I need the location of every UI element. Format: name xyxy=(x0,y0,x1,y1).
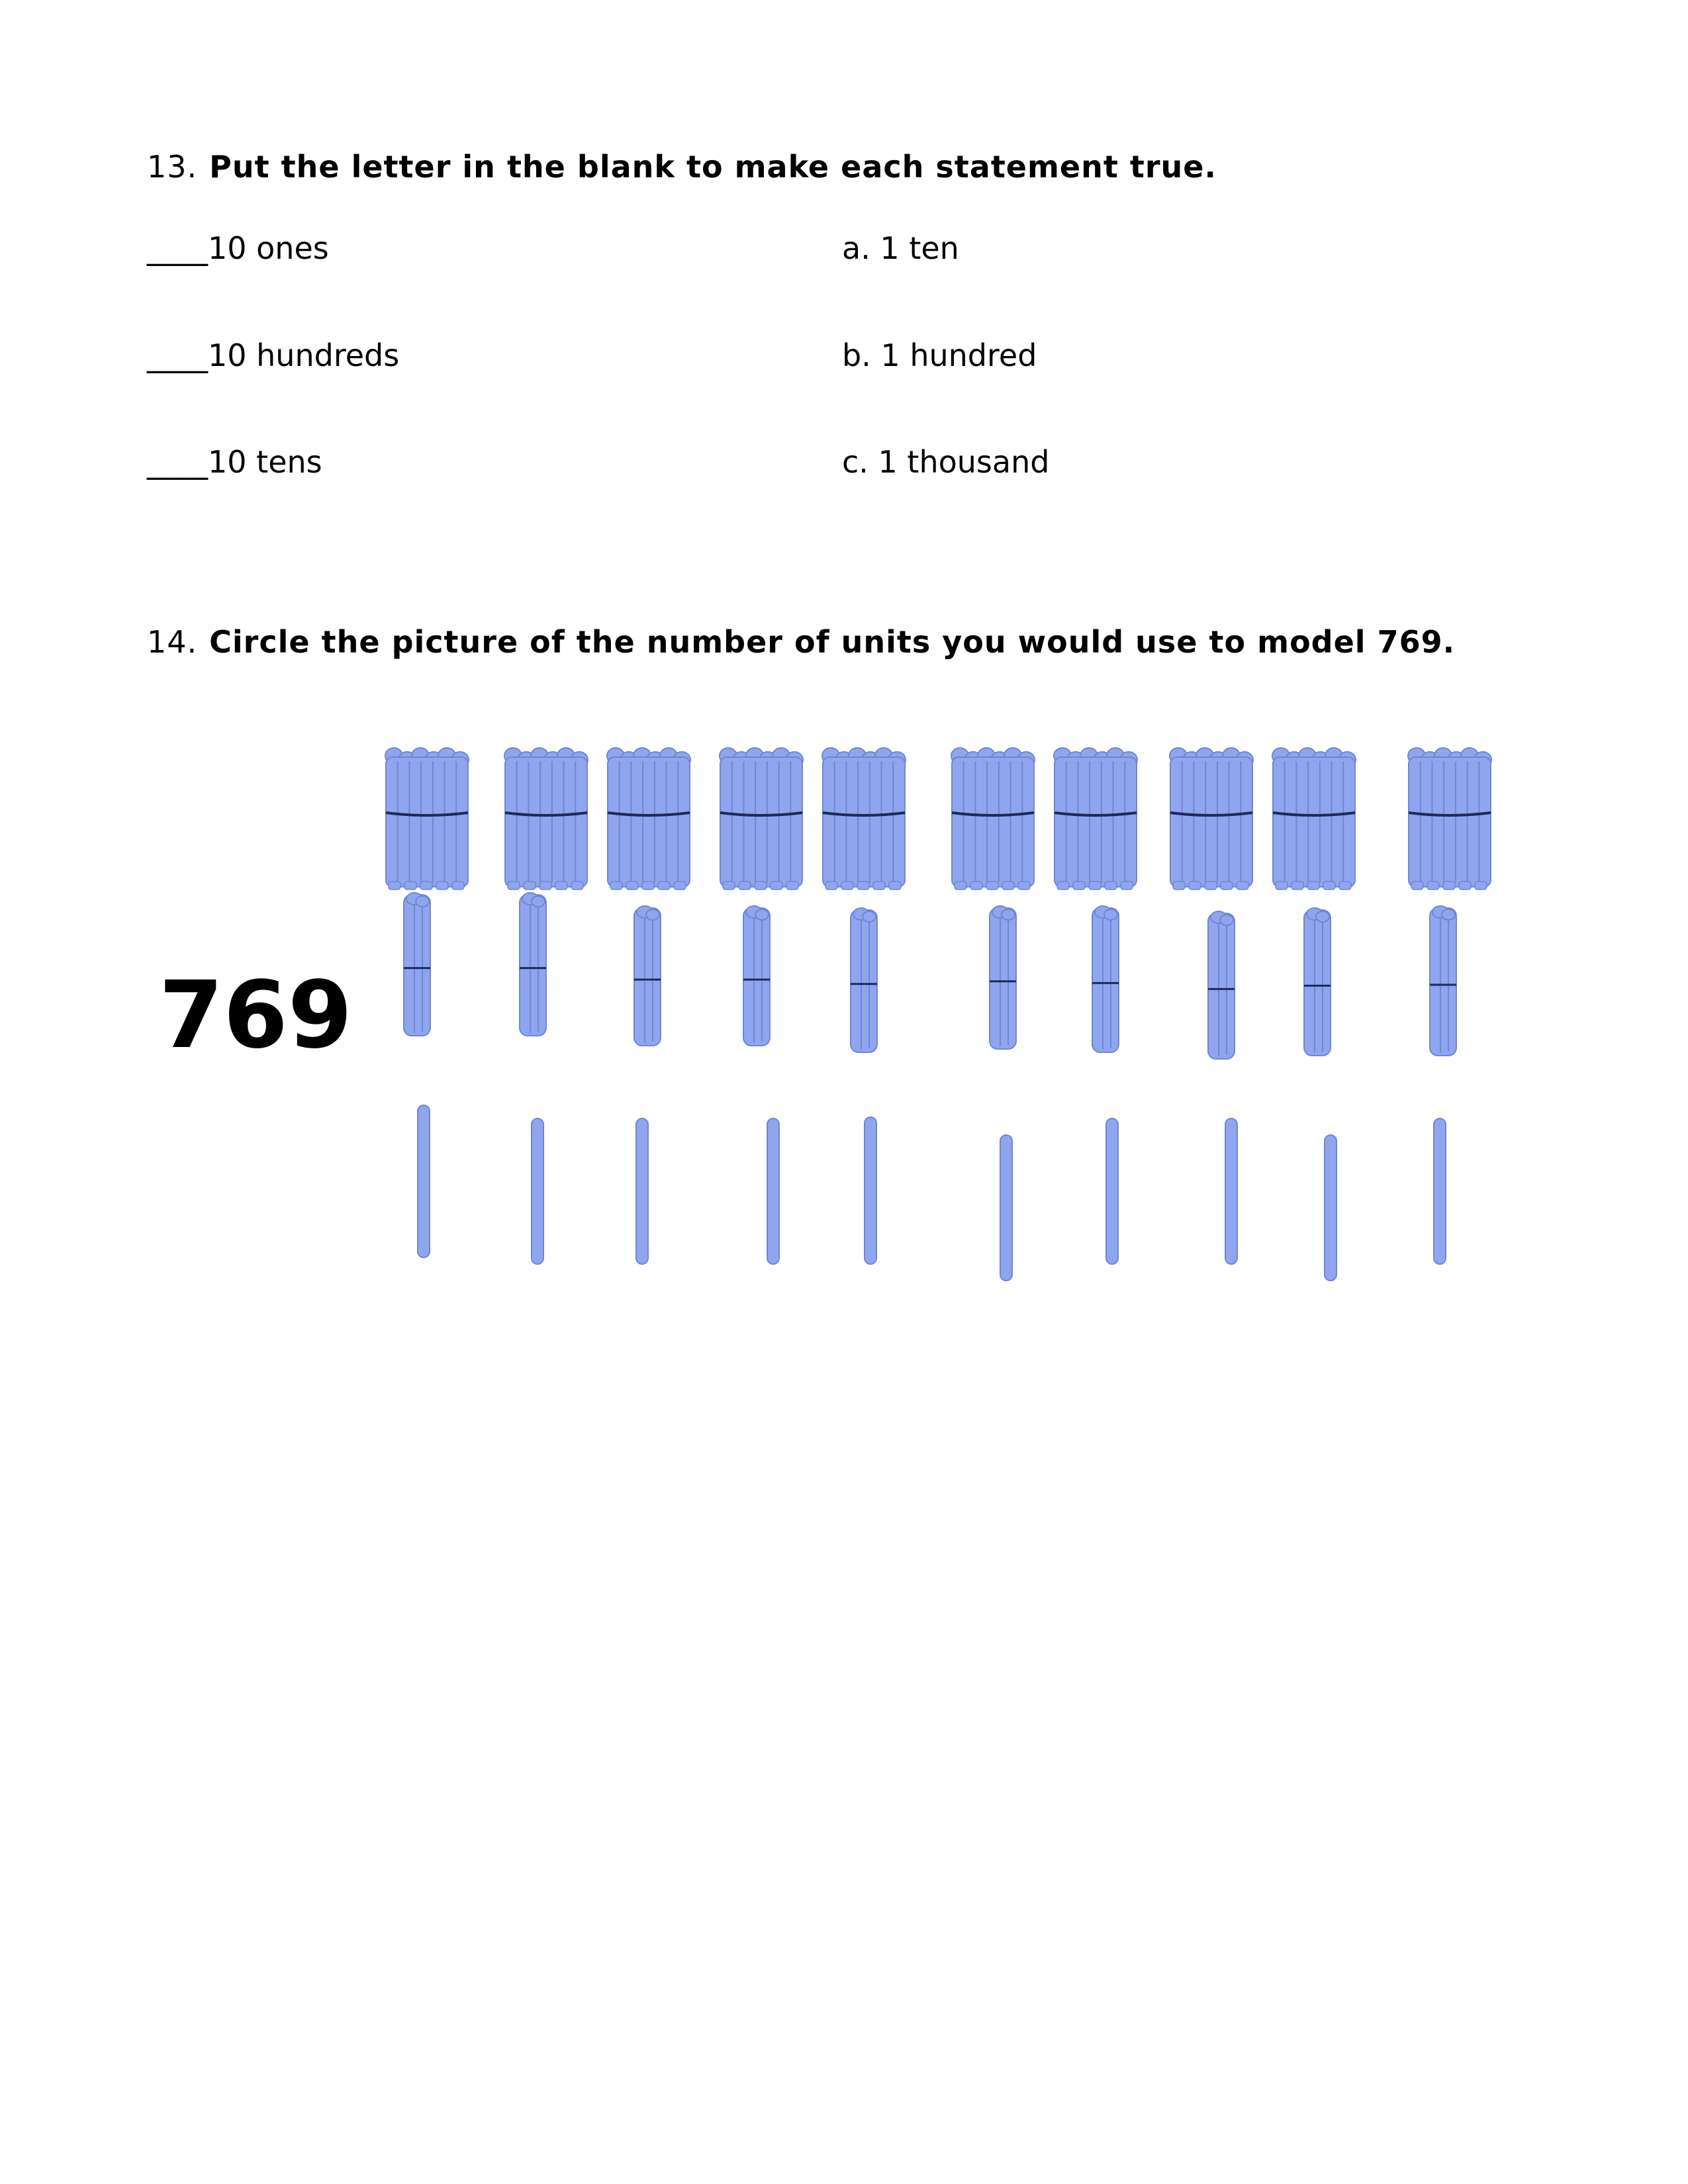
hundred-bundle[interactable] xyxy=(385,748,469,889)
ten-rod[interactable] xyxy=(634,906,661,1046)
unit-stick[interactable] xyxy=(865,1117,876,1264)
hundred-bundles-row[interactable] xyxy=(385,748,1491,889)
question-14-heading xyxy=(147,622,1455,662)
question-13-heading xyxy=(147,147,1217,187)
match-right-item-3: c. 1 thousand xyxy=(842,444,1050,480)
ten-rod[interactable] xyxy=(1208,911,1235,1059)
hundred-bundle[interactable] xyxy=(1272,748,1356,889)
unit-stick[interactable] xyxy=(418,1105,430,1257)
question-13-prompt: Put the letter in the blank to make each statement true. xyxy=(209,149,1217,185)
unit-stick[interactable] xyxy=(767,1118,779,1264)
ten-rod[interactable] xyxy=(851,908,877,1052)
base-ten-blocks-picture[interactable] xyxy=(371,735,1523,1304)
unit-stick[interactable] xyxy=(1225,1118,1237,1264)
match-right-item-2: b. 1 hundred xyxy=(842,338,1037,373)
hundred-bundle[interactable] xyxy=(822,748,906,889)
ten-rod[interactable] xyxy=(743,906,770,1046)
hundred-bundle[interactable] xyxy=(607,748,690,889)
ten-rods-row[interactable] xyxy=(404,893,1456,1059)
hundred-bundle[interactable] xyxy=(504,748,588,889)
ten-rod[interactable] xyxy=(404,893,430,1036)
hundred-bundle[interactable] xyxy=(1170,748,1253,889)
unit-sticks-row[interactable] xyxy=(418,1105,1446,1281)
unit-stick[interactable] xyxy=(1106,1118,1118,1264)
hundred-bundle[interactable] xyxy=(951,748,1035,889)
unit-stick[interactable] xyxy=(1434,1118,1446,1264)
unit-stick[interactable] xyxy=(636,1118,648,1264)
unit-stick[interactable] xyxy=(1325,1135,1336,1281)
ten-rod[interactable] xyxy=(520,893,546,1036)
target-number: 769 xyxy=(159,962,353,1069)
question-14-prompt: Circle the picture of the number of units you would use to model 769. xyxy=(209,624,1456,660)
unit-stick[interactable] xyxy=(532,1118,543,1264)
match-left-item-1[interactable]: ____10 ones xyxy=(147,230,329,266)
hundred-bundle[interactable] xyxy=(1408,748,1491,889)
ten-rod[interactable] xyxy=(1430,906,1456,1056)
match-left-item-2[interactable]: ____10 hundreds xyxy=(147,338,400,373)
ten-rod[interactable] xyxy=(990,906,1016,1049)
ten-rod[interactable] xyxy=(1092,906,1119,1052)
unit-stick[interactable] xyxy=(1000,1135,1012,1281)
hundred-bundle[interactable] xyxy=(720,748,803,889)
match-left-item-3[interactable]: ____10 tens xyxy=(147,444,322,480)
question-13-number: 13. xyxy=(147,149,198,185)
ten-rod[interactable] xyxy=(1304,908,1331,1056)
match-right-item-1: a. 1 ten xyxy=(842,230,959,266)
hundred-bundle[interactable] xyxy=(1054,748,1137,889)
question-14-number: 14. xyxy=(147,624,198,660)
